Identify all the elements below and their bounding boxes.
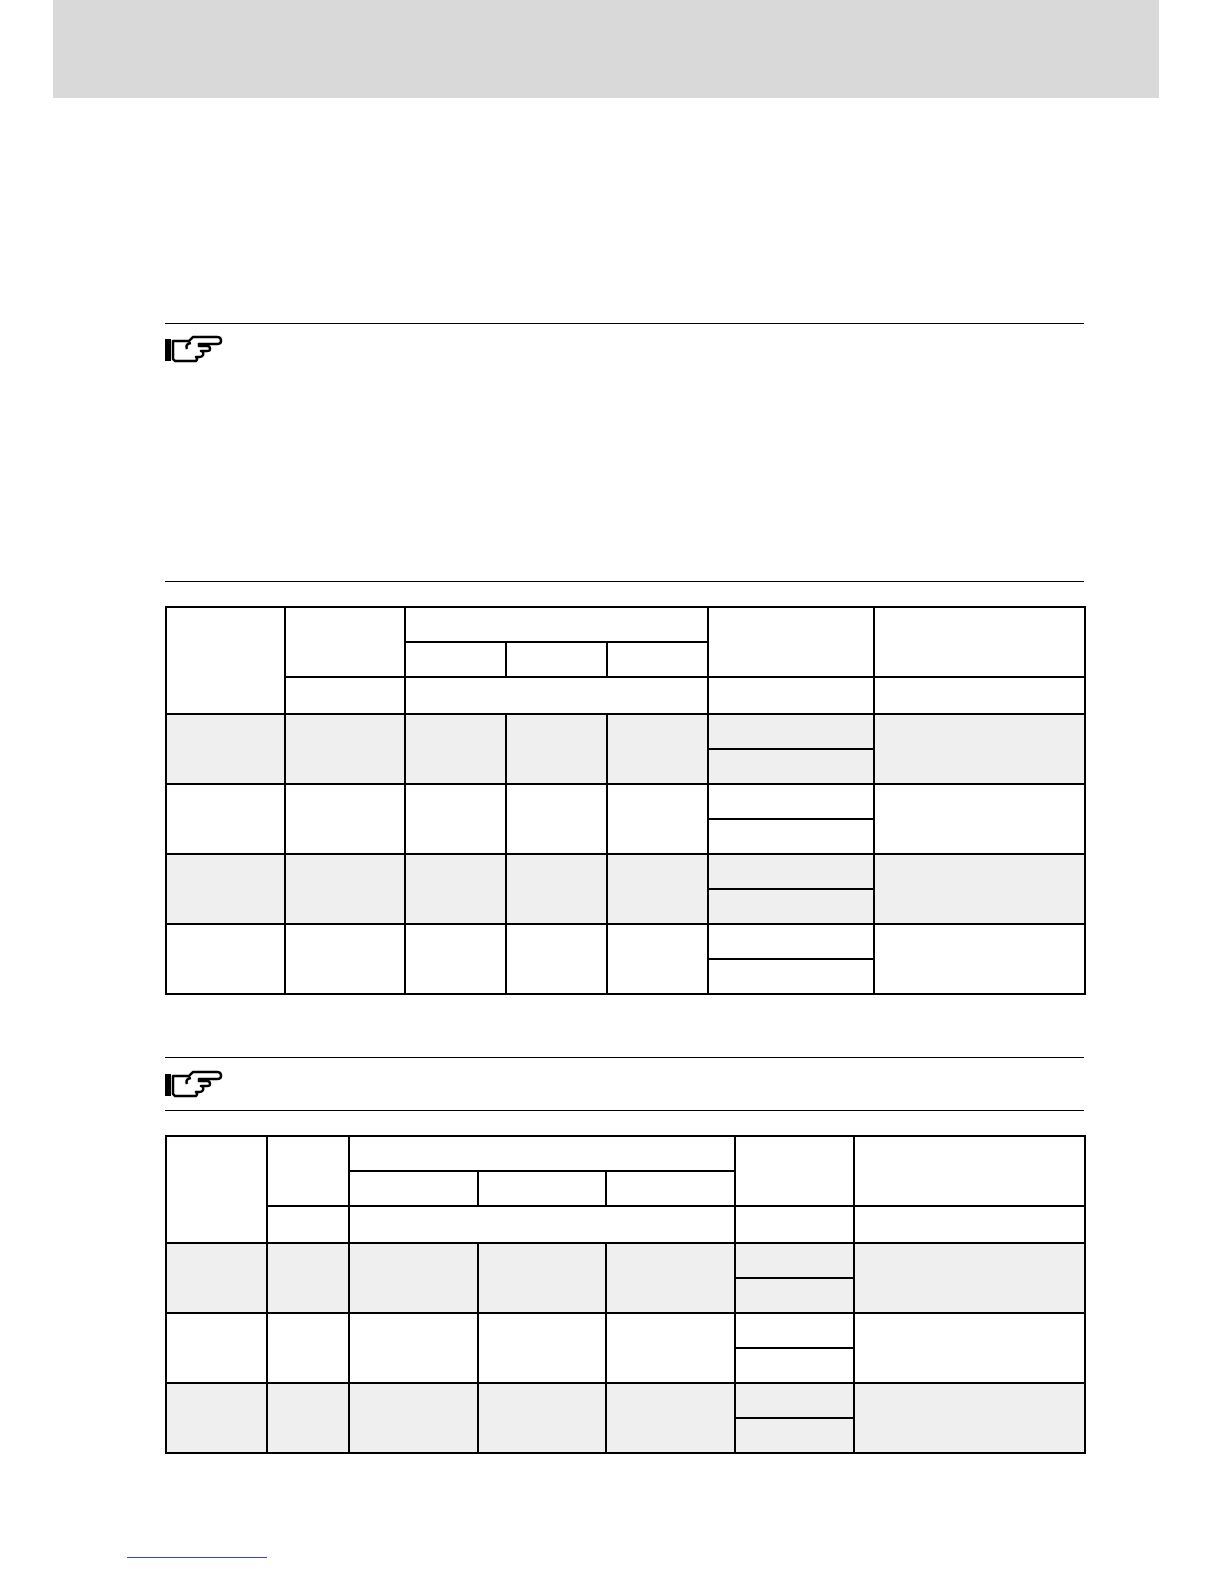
table-cell — [606, 1383, 735, 1453]
table-cell — [735, 1313, 854, 1348]
table-cell — [166, 924, 285, 994]
table-cell — [606, 1243, 735, 1313]
header-band — [53, 0, 1159, 98]
table-cell — [405, 854, 506, 924]
note-bottom-rule — [165, 1110, 1084, 1111]
table-header-cell — [854, 1206, 1085, 1243]
table-cell — [708, 784, 874, 819]
table-header-cell — [735, 1206, 854, 1243]
table-cell — [506, 784, 607, 854]
table-header-cell — [478, 1171, 606, 1206]
table-header-cell — [405, 677, 708, 714]
table-row — [166, 1313, 1085, 1348]
table-cell — [285, 714, 405, 784]
table-cell — [708, 959, 874, 994]
table-cell — [607, 924, 708, 994]
footer-link-underline[interactable] — [127, 1557, 267, 1558]
table-cell — [735, 1243, 854, 1278]
table-header-cell — [874, 677, 1085, 714]
table-cell — [166, 1383, 267, 1453]
table-cell — [854, 1383, 1085, 1453]
data-table-2 — [165, 1135, 1086, 1454]
table-cell — [349, 1243, 478, 1313]
table-cell — [478, 1313, 606, 1383]
table-cell — [735, 1348, 854, 1383]
table-cell — [708, 889, 874, 924]
table-cell — [405, 784, 506, 854]
table-header-cell — [166, 607, 285, 714]
table-header-cell — [607, 642, 708, 677]
table-cell — [478, 1383, 606, 1453]
table-cell — [478, 1243, 606, 1313]
table-cell — [874, 784, 1085, 854]
table-cell — [735, 1383, 854, 1418]
table-cell — [854, 1243, 1085, 1313]
note-top-rule — [165, 323, 1084, 324]
table-cell — [405, 924, 506, 994]
table-cell — [405, 714, 506, 784]
table-header-cell — [349, 1206, 735, 1243]
table-cell — [506, 854, 607, 924]
table-cell — [874, 924, 1085, 994]
table-cell — [285, 854, 405, 924]
table-cell — [607, 714, 708, 784]
table-cell — [606, 1313, 735, 1383]
table-row — [166, 924, 1085, 959]
data-table-1 — [165, 606, 1086, 995]
table-row — [166, 714, 1085, 749]
table-cell — [607, 854, 708, 924]
table-cell — [285, 784, 405, 854]
table-header-cell — [405, 607, 708, 642]
table-header-cell — [708, 677, 874, 714]
table-row — [166, 1243, 1085, 1278]
table-cell — [166, 1313, 267, 1383]
table-cell — [708, 854, 874, 889]
table-cell — [349, 1313, 478, 1383]
table-cell — [854, 1313, 1085, 1383]
table-cell — [506, 924, 607, 994]
table-header-cell — [166, 1136, 267, 1243]
pointing-hand-icon — [163, 333, 223, 365]
table-row — [166, 784, 1085, 819]
table-header-cell — [854, 1136, 1085, 1206]
table-header-cell — [267, 1136, 349, 1206]
table-header-cell — [267, 1206, 349, 1243]
table-header-cell — [349, 1171, 478, 1206]
table-header-cell — [735, 1136, 854, 1206]
note-bottom-rule — [165, 581, 1084, 582]
table-cell — [349, 1383, 478, 1453]
table-row — [166, 1383, 1085, 1418]
table-header-cell — [708, 607, 874, 677]
table-cell — [166, 1243, 267, 1313]
table-cell — [166, 714, 285, 784]
table-cell — [166, 854, 285, 924]
table-header-cell — [405, 642, 506, 677]
table-cell — [267, 1383, 349, 1453]
table-header-cell — [874, 607, 1085, 677]
table-cell — [708, 714, 874, 749]
table-row — [166, 854, 1085, 889]
table-header-cell — [285, 607, 405, 677]
table-header-cell — [285, 677, 405, 714]
table-cell — [285, 924, 405, 994]
table-cell — [708, 924, 874, 959]
pointing-hand-icon — [163, 1068, 223, 1100]
table-header-cell — [506, 642, 607, 677]
table-header-cell — [606, 1171, 735, 1206]
table-cell — [607, 784, 708, 854]
table-cell — [735, 1418, 854, 1453]
table-header-cell — [349, 1136, 735, 1171]
note-top-rule — [165, 1057, 1084, 1058]
table-cell — [166, 784, 285, 854]
table-cell — [267, 1243, 349, 1313]
table-cell — [267, 1313, 349, 1383]
table-cell — [708, 749, 874, 784]
table-cell — [874, 714, 1085, 784]
table-cell — [735, 1278, 854, 1313]
table-cell — [708, 819, 874, 854]
table-cell — [874, 854, 1085, 924]
table-cell — [506, 714, 607, 784]
